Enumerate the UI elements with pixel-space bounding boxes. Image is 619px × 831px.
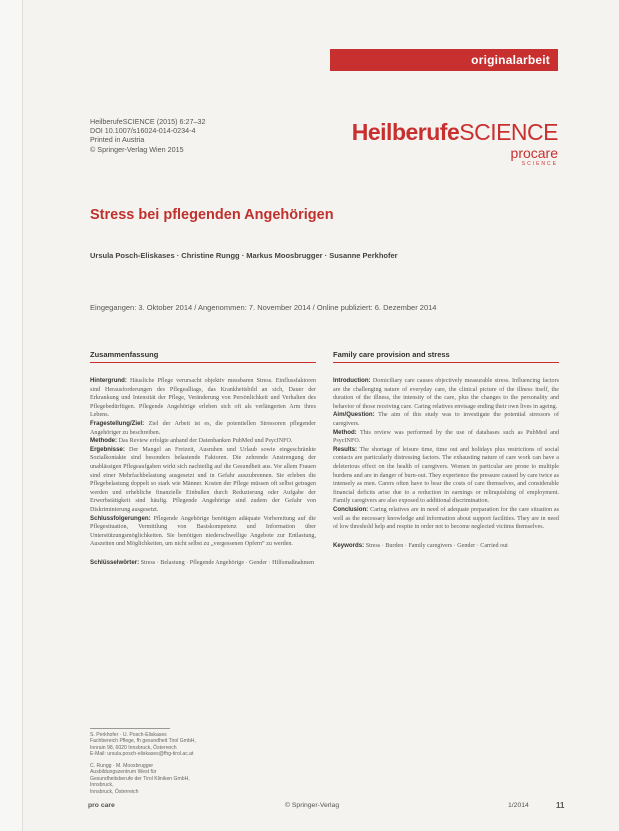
summary-en-heading: Family care provision and stress (333, 350, 559, 363)
logo-brand-a: Heilberufe (351, 119, 460, 145)
abstract-paragraph (333, 377, 559, 411)
footnote-line: Innrain 98, 6020 Innsbruck, Österreich (90, 744, 177, 751)
summary-en (333, 350, 559, 550)
summary-de-heading: Zusammenfassung (90, 350, 316, 363)
footnote-line: Fachbereich Pflege, fh gesundheit Tirol GmbH, (90, 738, 196, 745)
paragraph-text: Der Mangel an Freizeit, Ausruhen und Urlaub sowie eingeschränkte Sozialkontakte sind besonders belastende Faktoren. Die zehrende Anstrengung der unablässigen Pflegeaufgaben wirkt sich nachteilig auf die Gesundheit aus. Vor allem Frauen sind einer Mehrfachbelastung ausgesetzt und in Gefahr auszubrennen. Sie erleben die Pflegebelastung doppelt so stark wie Männer. Kosten der Pflege müssen oft selbst getragen werden und erhebliche finanzielle Einbußen durch Reduzierung oder Aufgabe der Erwerbstätigkeit sind häufig. Pflegende Angehörige sind zudem der Gefahr von Diskriminierung ausgesetzt. (90, 446, 316, 513)
abstract-paragraph (90, 446, 316, 515)
footnote-divider (90, 728, 170, 729)
paragraph-label: Fragestellung/Ziel: (90, 419, 145, 427)
logo-tag: SCIENCE (521, 161, 558, 167)
summary-en-body (333, 377, 559, 532)
section-banner (330, 49, 558, 71)
logo-brand-b: SCIENCE (459, 119, 558, 145)
summary-de (90, 350, 316, 567)
paragraph-label: Schlussfolgerungen: (90, 514, 151, 522)
paragraph-text: Caring relatives are in need of adequate preparation for the care situation as well as the necessary knowledge and information about support facilities. They are in need of low threshold help and respite in order not to become neglected victims themselves. (333, 506, 559, 531)
paragraph-text: The shortage of leisure time, time out and holidays plus restrictions of social contacts are particularly distressing factors. The exhausting nature of care work can have a deleterious effect on the health of caregivers. Women in particular are prone to multiple burdens and are in danger of burn-out. They experience the pressure caused by care twice as intensely as men. Carers often have to bear the costs of care themselves, and considerable financial deficits arise due to a reduction in earnings or relinquishing of employment. Family caregivers are also exposed to additional discrimination. (333, 446, 559, 505)
paragraph-text: Pflegende Angehörige benötigen adäquate Vorbereitung auf die Pflegesituation, Vermittlung von Basiskompetenz und Information über Unterstützungsmöglichkeiten. Sie benötigen niederschwellige Angebote zur Entlastung, Auszeiten und Möglichkeiten, um nicht selbst zu „vergessenen Opfern“ zu werden. (90, 515, 316, 548)
abstract-paragraph (333, 429, 559, 446)
footer-issue: 1/2014 (508, 802, 529, 809)
paragraph-text: Domiciliary care causes objectively measurable stress. Influencing factors are the challenging nature of everyday care, the clinical picture of the illness itself, the duration of the illness, the intensity of the care, plus the changes to the personality and behavior of those receiving care. Caring relatives envisage ending their own lives in ageing. (333, 378, 559, 410)
article-dates: Eingegangen: 3. Oktober 2014 / Angenommen: 7. November 2014 / Online publiziert: 6. Dezember 2014 (90, 303, 437, 312)
paragraph-label: Methode: (90, 437, 118, 445)
meta-line: © Springer-Verlag Wien 2015 (90, 144, 184, 154)
keywords-en (333, 542, 559, 551)
page-number: 11 (556, 801, 565, 810)
paragraph-label: Conclusion: (333, 505, 369, 513)
footnote-line: S. Perkhofer · U. Posch-Eliskases (90, 732, 167, 738)
journal-logo (351, 119, 558, 179)
footnote-affiliation-1 (90, 732, 196, 758)
keywords-label: Keywords: (333, 541, 365, 549)
paragraph-label: Results: (333, 445, 358, 453)
paragraph-text: Ziel der Arbeit ist es, die potentiellen Stressoren pflegender Angehöriger zu beschreiben. (90, 420, 316, 436)
section-label: originalarbeit (471, 53, 550, 67)
paragraph-text: The aim of this study was to investigate the potential stressors of caregivers. (333, 412, 559, 427)
logo-brand (352, 119, 558, 145)
paragraph-label: Ergebnisse: (90, 445, 125, 453)
paragraph-text: This review was performed by the use of databases such as PubMed and PsycINFO. (333, 429, 559, 445)
binding-edge (0, 0, 23, 831)
keywords-text: Stress · Belastung · Pflegende Angehörige · Gender · Hilfsmaßnahmen (140, 559, 315, 566)
footnote-line: Innsbruck, Österreich (90, 788, 139, 795)
meta-line: DOI 10.1007/s16024-014-0234-4 (90, 126, 196, 136)
footer-publisher: © Springer-Verlag (285, 802, 340, 809)
footnote-line: Innsbruck, (90, 782, 114, 789)
keywords-label: Schlüsselwörter: (90, 558, 140, 566)
abstract-paragraph (90, 515, 316, 549)
abstract-paragraph (90, 420, 316, 437)
article-title: Stress bei pflegenden Angehörigen (90, 207, 334, 223)
footnote-line: Gesundheitsberufe der Tirol Kliniken GmbH, (90, 775, 190, 782)
footnote-email: E-Mail: ursula.posch-eliskases@fhg-tirol.ac.at (90, 751, 194, 758)
logo-sub: procare (510, 145, 558, 161)
citation-meta (90, 117, 205, 154)
footnote-line: C. Rungg · M. Moosbrugger (90, 763, 154, 769)
abstract-paragraph (333, 411, 559, 428)
article-authors: Ursula Posch-Eliskases · Christine Rungg · Markus Moosbrugger · Susanne Perkhofer (90, 251, 398, 260)
footnote-line: Ausbildungszentrum West für (90, 769, 157, 776)
abstract-paragraph (90, 377, 316, 420)
footnote-affiliation-2 (90, 763, 190, 795)
summary-de-body (90, 377, 316, 549)
abstract-paragraph (90, 437, 316, 446)
paragraph-label: Hintergrund: (90, 377, 127, 384)
paragraph-text: Das Review erfolgte anhand der Datenbanken PubMed und PsycINFO. (118, 438, 293, 445)
paragraph-text: Häusliche Pflege verursacht objektiv messbaren Stress. Einflussfaktoren sind Herausforderungen des Pflegealltags, das Krankheitsbild an sich, Dauer der Erkrankung und Intensität der Pflege, Veränderung von Persönlichkeit und Verhalten des Pflegebedürftigen. Pflegende Angehörige erleben sich oft als verlängerten Arm ihres Lebens. (90, 378, 316, 419)
paragraph-label: Introduction: (333, 377, 371, 384)
paragraph-label: Method: (333, 428, 357, 436)
footer-journal: pro care (88, 802, 115, 809)
keywords-de (90, 559, 316, 568)
keywords-text: Stress · Burden · Family caregivers · Gender · Carried out (365, 542, 508, 549)
meta-line: Printed in Austria (90, 135, 145, 145)
abstract-paragraph (333, 446, 559, 506)
meta-line: HeilberufeSCIENCE (2015) 6:27–32 (90, 117, 206, 126)
paragraph-label: Aim/Question: (333, 411, 375, 419)
abstract-paragraph (333, 506, 559, 532)
